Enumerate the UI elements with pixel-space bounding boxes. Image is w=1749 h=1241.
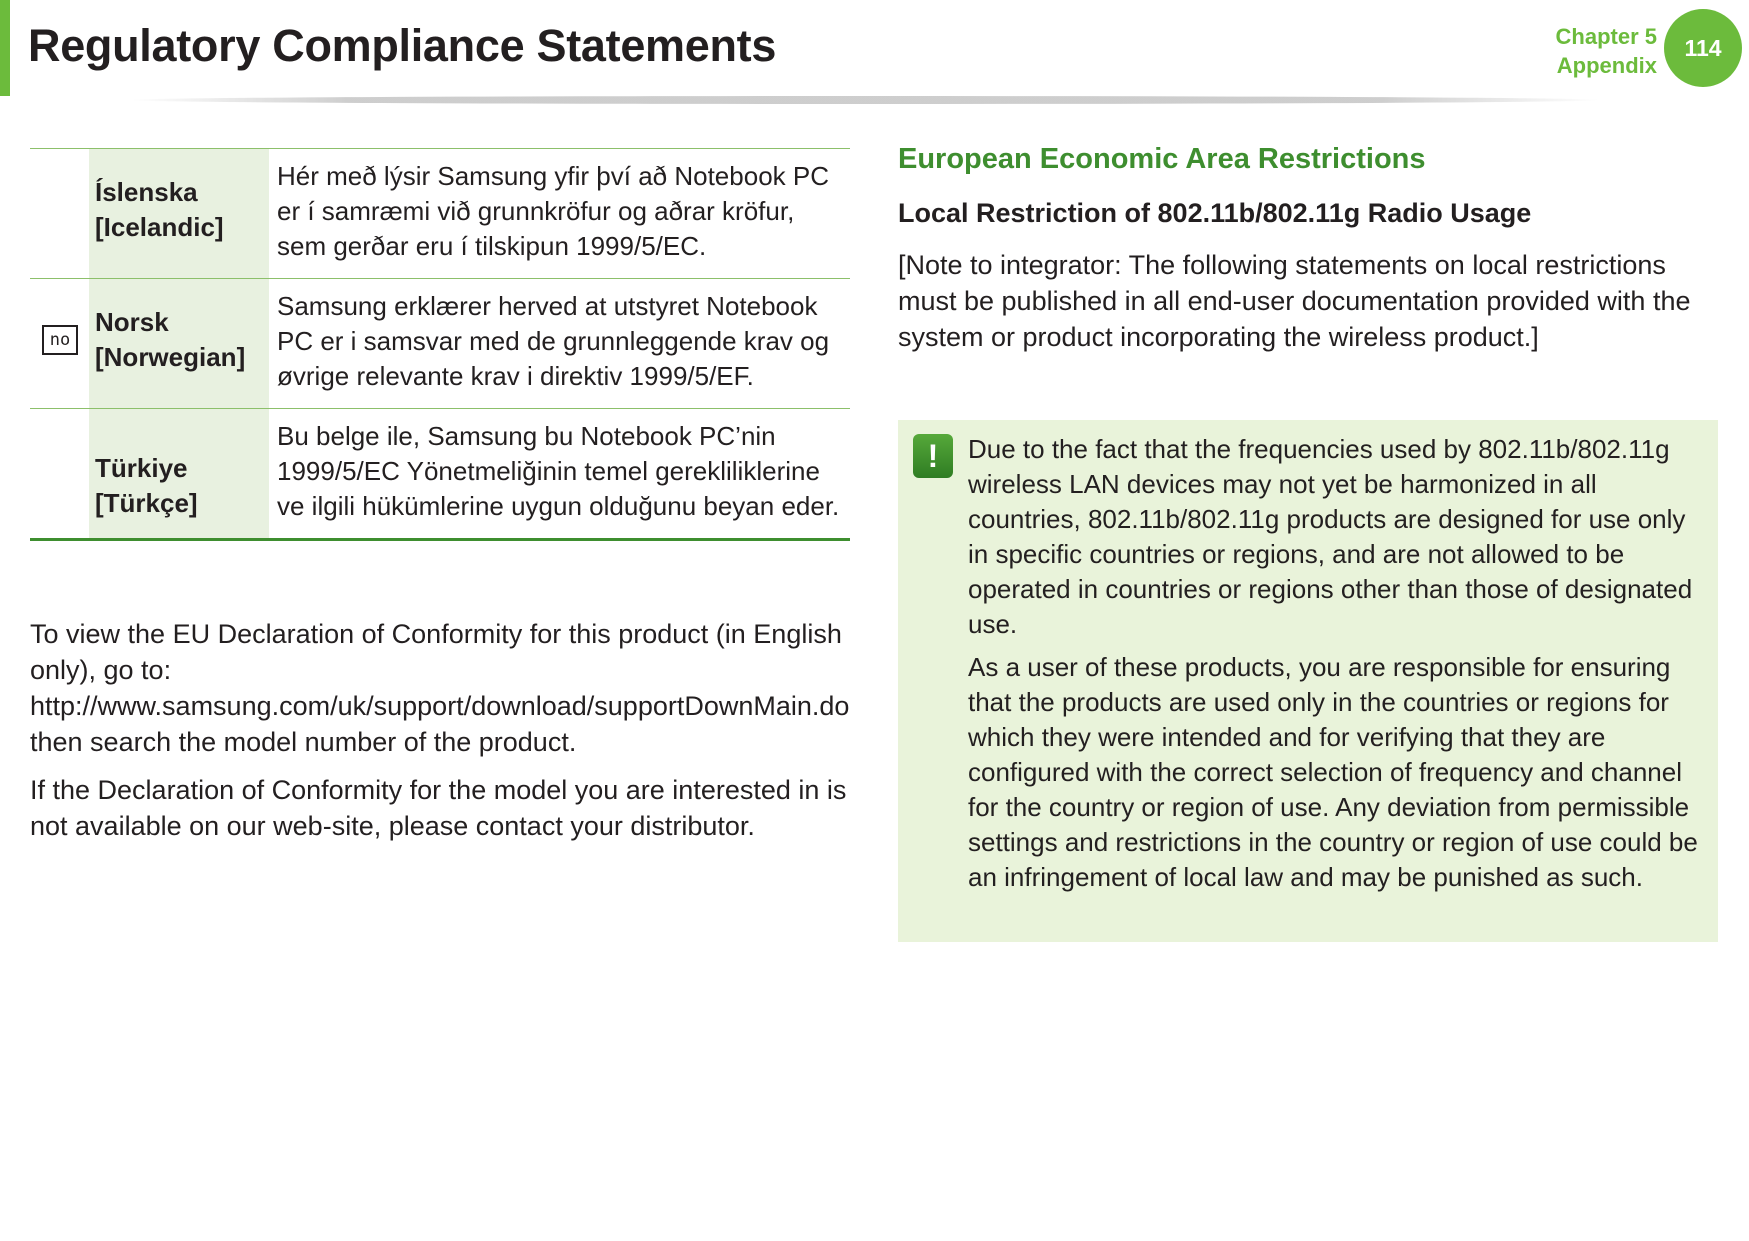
section-heading: European Economic Area Restrictions <box>898 143 1426 175</box>
header-divider <box>130 96 1600 104</box>
language-name: Türkiye <box>95 453 188 483</box>
flag-cell <box>30 409 89 540</box>
language-name-cell <box>89 149 269 279</box>
language-name-cell <box>89 409 269 540</box>
page-title: Regulatory Compliance Statements <box>28 20 777 71</box>
integrator-note: [Note to integrator: The following statements on local restrictions must be published in all end-user documentation provided with the system or product incorporating the wireless product.] <box>898 250 1691 352</box>
language-name-cell <box>89 279 269 409</box>
header-accent-bar <box>0 0 10 96</box>
flag-cell <box>30 149 89 279</box>
table-row <box>30 279 850 409</box>
language-name: Norsk <box>95 307 169 337</box>
chapter-label <box>1556 22 1657 80</box>
norway-code-icon: no <box>42 325 78 355</box>
page-number-badge: 114 <box>1664 9 1742 87</box>
flag-cell <box>30 279 89 409</box>
language-declaration-table <box>30 148 850 541</box>
chapter-section: Appendix <box>1556 53 1657 78</box>
declaration-text: Bu belge ile, Samsung bu Notebook PC’nin 1999/5/EC Yönetmeliğinin temel gerekliliklerine ve ilgili hükümlerine uygun olduğunu beyan eder. <box>277 421 840 521</box>
chapter-number: Chapter 5 <box>1555 24 1657 49</box>
subsection-heading: Local Restriction of 802.11b/802.11g Radio Usage <box>898 198 1532 228</box>
declaration-text: Hér með lýsir Samsung yfir því að Notebook PC er í samræmi við grunnkröfur og aðrar kröfur, sem gerðar eru í tilskipun 1999/5/EC. <box>277 161 829 261</box>
caution-box <box>898 420 1718 942</box>
distributor-contact-paragraph: If the Declaration of Conformity for the model you are interested in is not available on our web-site, please contact your distributor. <box>30 775 847 841</box>
language-name-english: [Icelandic] <box>95 212 224 242</box>
conformity-info-paragraph: To view the EU Declaration of Conformity for this product (in English only), go to: http://www.samsung.com/uk/support/download/supportDownMain.do then search the model number of the product. <box>30 619 850 757</box>
caution-paragraph: As a user of these products, you are responsible for ensuring that the products are used only in the countries or regions for which they were intended and for verifying that they are configured with the correct selection of frequency and channel for the country or region of use. Any deviation from permissible settings and restrictions in the country or region of use could be an infringement of local law and may be punished as such. <box>968 652 1698 892</box>
declaration-text: Samsung erklærer herved at utstyret Notebook PC er i samsvar med de grunnleggende krav og øvrige relevante krav i direktiv 1999/5/EF. <box>277 291 830 391</box>
caution-paragraph: Due to the fact that the frequencies used by 802.11b/802.11g wireless LAN devices may not yet be harmonized in all countries, 802.11b/802.11g products are designed for use only in specific countries or regions, and are not allowed to be operated in countries or regions other than those of designated use. <box>968 434 1693 639</box>
language-name-english: [Norwegian] <box>95 342 246 372</box>
language-name: Íslenska <box>95 177 198 207</box>
caution-icon: ! <box>913 434 953 478</box>
language-name-english: [Türkçe] <box>95 488 198 518</box>
table-row <box>30 409 850 540</box>
table-row <box>30 149 850 279</box>
